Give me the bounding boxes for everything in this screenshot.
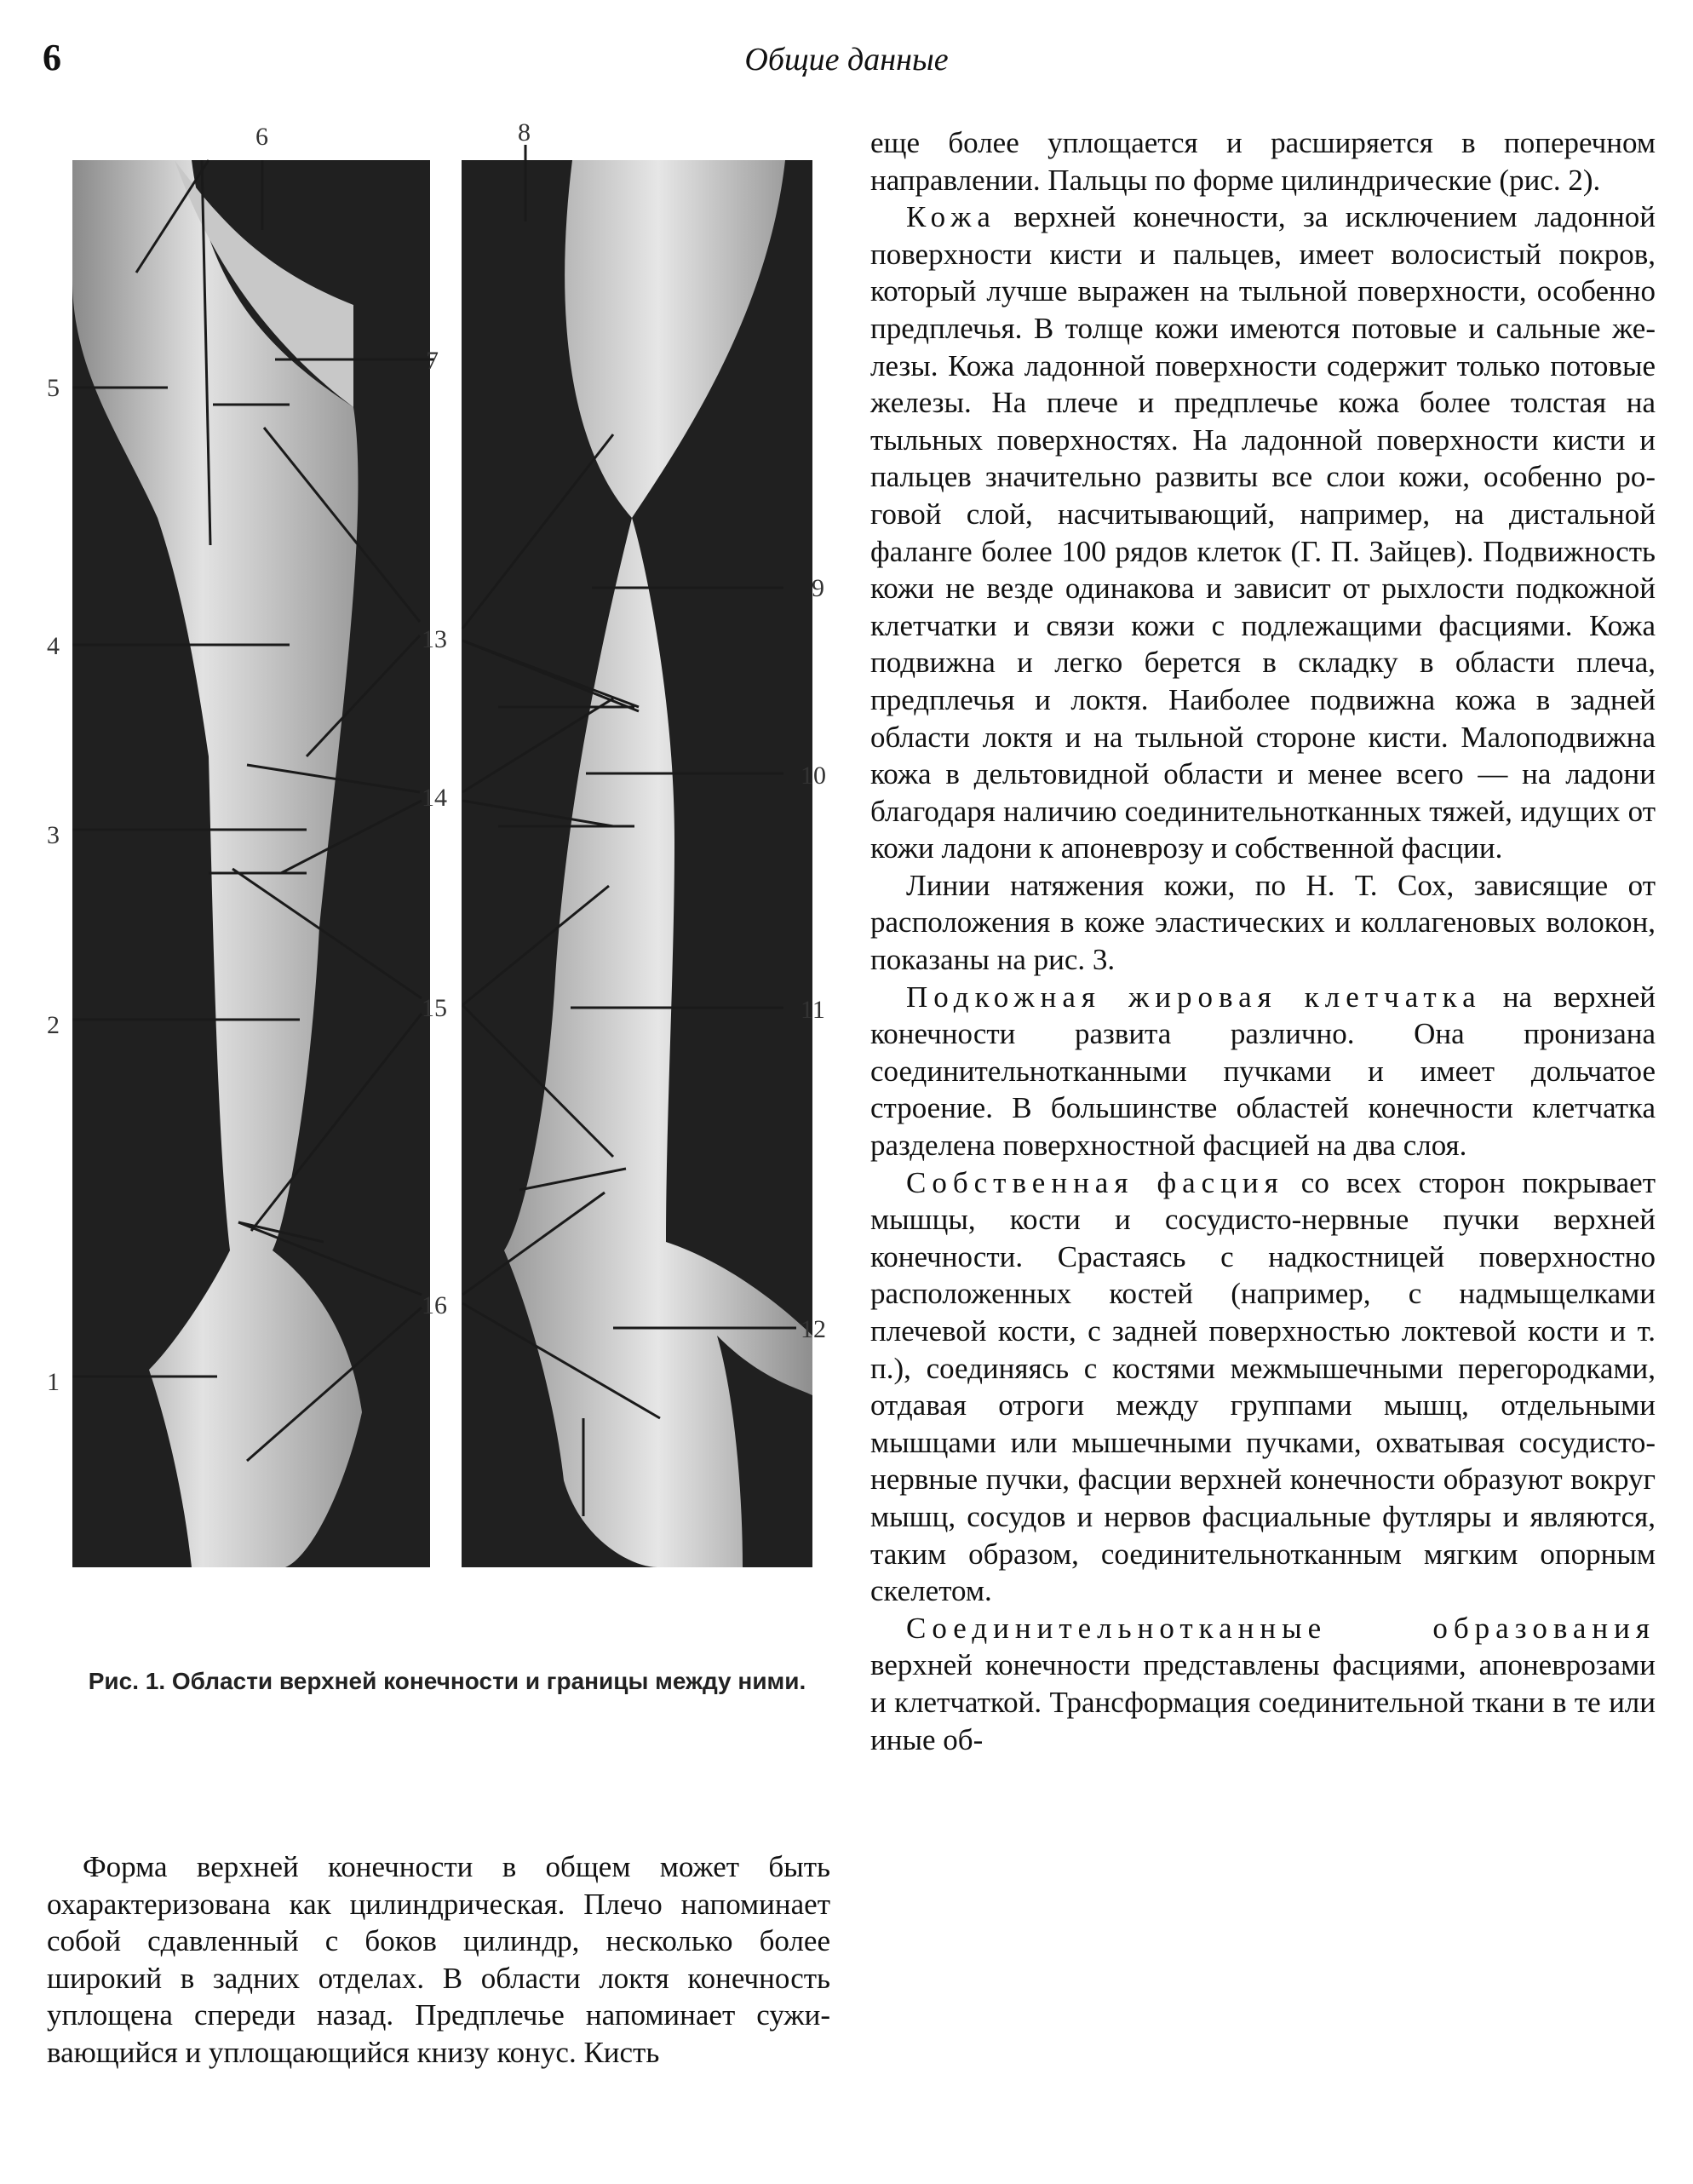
term-fascia: Собственная фасция — [906, 1165, 1284, 1199]
label-10: 10 — [801, 762, 826, 790]
label-9: 9 — [812, 574, 824, 602]
paragraph-subcutaneous — [870, 979, 1656, 1164]
label-8: 8 — [518, 119, 531, 147]
label-14: 14 — [422, 784, 447, 812]
page-number: 6 — [43, 37, 61, 78]
label-13: 13 — [422, 625, 447, 653]
paragraph-tension-lines: Линии натяжения кожи, по Н. Т. Сох, зависящие от расположения в коже эластических и коллагеновых волокон, показаны на рис. 3. — [870, 868, 1656, 977]
paragraph-fascia — [870, 1164, 1656, 1610]
label-6: 6 — [255, 123, 268, 151]
figure-annotations — [47, 119, 847, 1593]
label-3: 3 — [47, 821, 60, 849]
label-5: 5 — [47, 374, 60, 402]
label-7: 7 — [426, 347, 439, 375]
paragraph-connective — [870, 1610, 1656, 1758]
label-2: 2 — [47, 1011, 60, 1039]
term-skin: Кожа — [906, 200, 996, 234]
figure-arm-regions — [47, 119, 847, 1593]
label-12: 12 — [801, 1315, 826, 1343]
running-title: Общие данные — [744, 42, 949, 78]
text-subcutaneous: на верхней конечности развита различно. Она пронизана соединительнотканными пучками и имеет дольчатое строение. В большинстве областей конечности клетчатка разделена поверхностной фасцией на два слоя. — [870, 980, 1656, 1163]
text-connective: верхней конечности представлены фасциями, апоневрозами и клетчаткой. Трансформация соединительной ткани в те или иные об- — [870, 1648, 1656, 1756]
left-column-text — [47, 1848, 830, 2072]
label-11: 11 — [801, 996, 825, 1024]
paragraph-skin — [870, 198, 1656, 867]
label-15: 15 — [422, 994, 447, 1022]
text-fascia: со всех сторон покрывает мышцы, кости и сосудисто-нервные пучки верхней конечности. Срастаясь с надкостницей поверхностно расположенных костей (например, с надмыщелками плечевой кости, с задней поверхностью локтевой кости и т. п.), соединяясь с костями межмышечными перегородками, отдавая отроги между группами мышц, отдельными мышцами или мышечными пучками, охватывая сосудисто-нервные пучки, фасции верхней конечности образуют вокруг мышц, сосудов и нервов фасциальные футляры и являются, таким образом, соединительнотканным мягким опорным скелетом. — [870, 1165, 1656, 1608]
caption-text: Области верхней конечности и границы между ними. — [171, 1668, 806, 1694]
term-connective: Соединительнотканные образования — [906, 1611, 1656, 1645]
right-column-text — [870, 124, 1656, 1758]
paragraph-continuation: еще более уплощается и расширяется в поперечном направлении. Пальцы по форме цилиндрические (рис. 2). — [870, 126, 1656, 197]
label-1: 1 — [47, 1368, 60, 1396]
label-4: 4 — [47, 632, 60, 660]
caption-prefix: Рис. 1. — [88, 1668, 166, 1694]
paragraph-limb-shape: Форма верхней конечности в общем может быть охарактеризована как цилиндрическая. Плечо напоминает собой сдавленный с боков цилиндр, несколько более широкий в задних отделах. В области локтя конечность уплощена спереди назад. Предплечье напоминает суживающийся и уплощающийся книзу конус. Кисть — [47, 1850, 830, 2069]
text-skin: верхней конечности, за исключением ладонной поверхности кисти и пальцев, имеет волосистый покров, который лучше выражен на тыльной поверхности, особенно предплечья. В толще кожи имеются потовые и сальные железы. Кожа ладонной поверхности содержит только потовые железы. На плече и предплечье кожа более толстая на тыльных поверхностях. На ладонной поверхности кисти и пальцев значительно развиты все слои кожи, особенно роговой слой, насчитывающий, например, на дистальной фаланге более 100 рядов клеток (Г. П. Зайцев). Подвижность кожи не везде одинакова и зависит от рыхлости подкожной клетчатки и связи кожи с подлежащими фасциями. Кожа подвижна и легко берется в складку в области плеча, предплечья и локтя. Наиболее подвижна кожа в задней области локтя и на тыльной стороне кисти. Малоподвижна кожа в дельтовидной области и менее всего — на ладони благодаря наличию соединительнотканных тяжей, идущих от кожи ладони к апоневрозу и собственной фасции. — [870, 200, 1656, 865]
label-16: 16 — [422, 1291, 447, 1319]
figure-caption — [47, 1665, 847, 1698]
term-subcutaneous: Подкожная жировая клетчатка — [906, 980, 1482, 1014]
